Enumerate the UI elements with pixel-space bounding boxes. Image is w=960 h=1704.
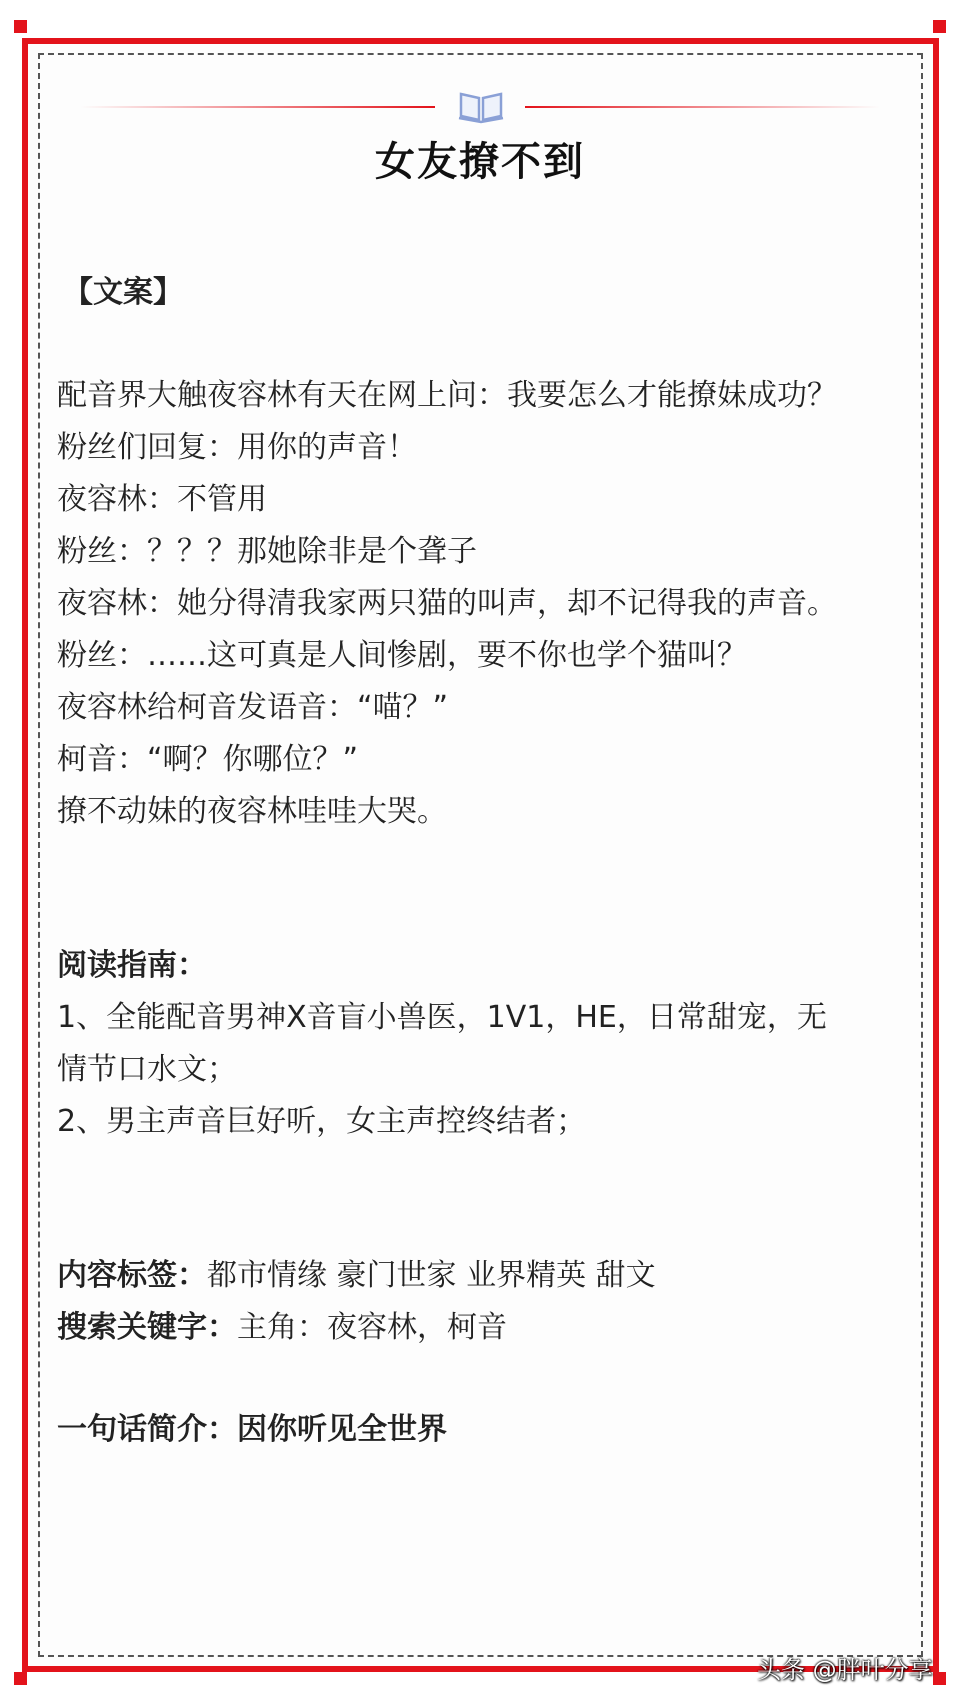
frame-corner-bottom-right [933,1672,946,1685]
header-divider-left [80,106,435,108]
blurb-line: 夜容林：不管用 [57,482,267,517]
watermark: 头条 @胖叶分享 [757,1656,933,1684]
search-keywords-value: 主角：夜容林，柯音 [237,1310,507,1345]
page-title: 女友撩不到 [375,139,585,185]
open-book-icon [455,88,507,124]
summary-value: 因你听见全世界 [237,1412,447,1447]
blurb-line: 撩不动妹的夜容林哇哇大哭。 [57,794,447,829]
blurb-line: 柯音：“啊？你哪位？” [57,742,359,777]
reading-guide-line: 情节口水文； [57,1052,237,1087]
summary-label: 一句话简介： [57,1412,237,1447]
header-divider-right [525,106,880,108]
blurb-line: 夜容林：她分得清我家两只猫的叫声，却不记得我的声音。 [57,586,837,621]
frame-corner-bottom-left [14,1672,27,1685]
reading-guide-line: 2、男主声音巨好听，女主声控终结者； [57,1104,587,1139]
content-tags-value: 都市情缘 豪门世家 业界精英 甜文 [207,1258,656,1293]
blurb-line: 夜容林给柯音发语音：“喵？” [57,690,449,725]
search-keywords [57,1308,507,1348]
search-keywords-label: 搜索关键字： [57,1310,237,1345]
blurb-line: 配音界大触夜容林有天在网上问：我要怎么才能撩妹成功？ [57,378,837,413]
reading-guide-line: 1、全能配音男神X音盲小兽医，1V1，HE，日常甜宠，无 [57,1000,827,1035]
content-tags [57,1256,656,1296]
content-tags-label: 内容标签： [57,1258,207,1293]
section-heading: 【文案】 [63,275,183,310]
frame-corner-top-right [933,20,946,33]
frame-corner-top-left [14,20,27,33]
blurb-line: 粉丝们回复：用你的声音！ [57,430,417,465]
one-line-summary [57,1410,447,1450]
blurb-line: 粉丝：……这可真是人间惨剧，要不你也学个猫叫？ [57,638,747,673]
blurb-line: 粉丝：？？？那她除非是个聋子 [57,534,477,569]
reading-guide-label: 阅读指南： [57,948,207,983]
